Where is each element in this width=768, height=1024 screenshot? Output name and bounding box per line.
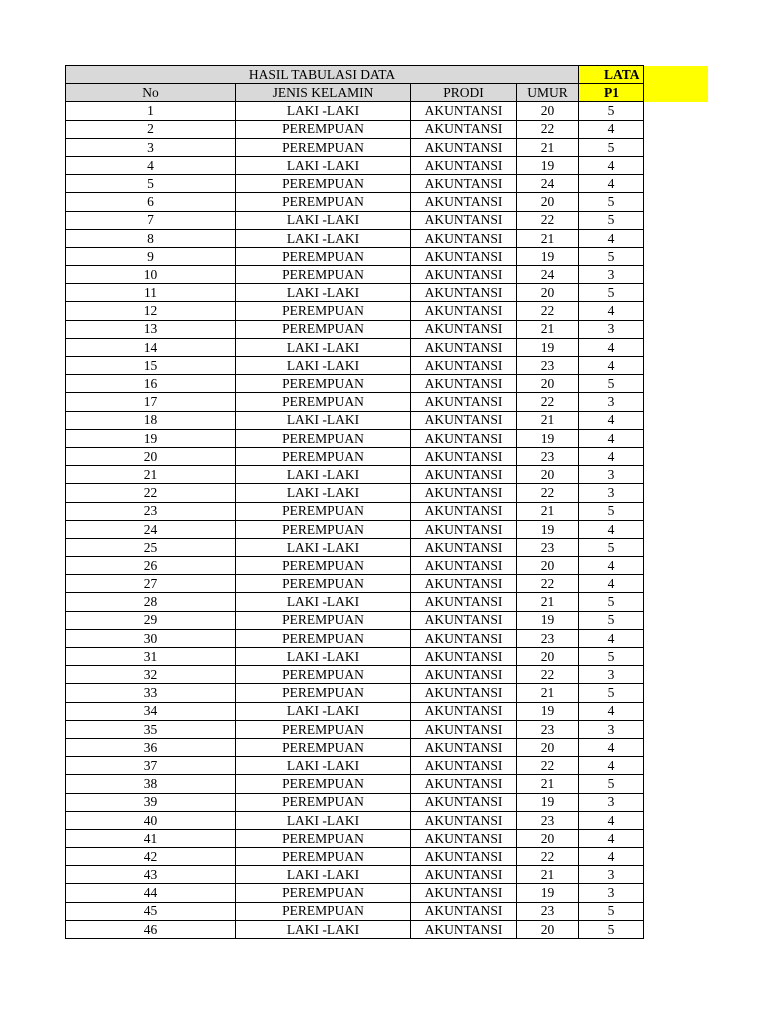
cell-jenis-kelamin: LAKI -LAKI (236, 484, 411, 502)
cell-prodi: AKUNTANSI (411, 611, 517, 629)
cell-jenis-kelamin: PEREMPUAN (236, 447, 411, 465)
cell-no: 33 (66, 684, 236, 702)
cell-prodi: AKUNTANSI (411, 757, 517, 775)
cell-p1: 3 (579, 866, 644, 884)
cell-umur: 22 (517, 484, 579, 502)
table-row (66, 193, 708, 211)
table-row (66, 357, 708, 375)
cell-jenis-kelamin: PEREMPUAN (236, 720, 411, 738)
table-row (66, 229, 708, 247)
table-row (66, 702, 708, 720)
cell-no: 29 (66, 611, 236, 629)
cell-prodi: AKUNTANSI (411, 811, 517, 829)
cell-prodi: AKUNTANSI (411, 447, 517, 465)
cell-no: 40 (66, 811, 236, 829)
section-label: LATA (579, 66, 644, 84)
table-row (66, 902, 708, 920)
cell-no: 28 (66, 593, 236, 611)
table-row (66, 520, 708, 538)
cell-p1: 3 (579, 466, 644, 484)
cell-prodi: AKUNTANSI (411, 393, 517, 411)
table-row (66, 829, 708, 847)
cell-p1: 4 (579, 302, 644, 320)
cell-umur: 20 (517, 738, 579, 756)
cell-p1: 4 (579, 702, 644, 720)
cell-no: 4 (66, 156, 236, 174)
cell-p1: 4 (579, 338, 644, 356)
title-row (66, 66, 708, 84)
cell-no: 9 (66, 247, 236, 265)
cell-prodi: AKUNTANSI (411, 738, 517, 756)
cell-umur: 21 (517, 411, 579, 429)
cell-umur: 22 (517, 211, 579, 229)
cell-jenis-kelamin: PEREMPUAN (236, 611, 411, 629)
cell-prodi: AKUNTANSI (411, 920, 517, 938)
cell-no: 17 (66, 393, 236, 411)
cell-prodi: AKUNTANSI (411, 375, 517, 393)
cell-no: 31 (66, 648, 236, 666)
cell-umur: 19 (517, 520, 579, 538)
cell-no: 35 (66, 720, 236, 738)
cell-no: 43 (66, 866, 236, 884)
cell-no: 2 (66, 120, 236, 138)
cell-umur: 22 (517, 757, 579, 775)
cell-p1: 4 (579, 520, 644, 538)
cell-no: 16 (66, 375, 236, 393)
cell-p1: 3 (579, 884, 644, 902)
table-row (66, 156, 708, 174)
cell-prodi: AKUNTANSI (411, 156, 517, 174)
cell-prodi: AKUNTANSI (411, 211, 517, 229)
cell-jenis-kelamin: PEREMPUAN (236, 684, 411, 702)
table-row (66, 629, 708, 647)
cell-no: 20 (66, 447, 236, 465)
col-header-p1: P1 (579, 84, 644, 102)
cell-jenis-kelamin: LAKI -LAKI (236, 357, 411, 375)
table-row (66, 648, 708, 666)
cell-p1: 4 (579, 557, 644, 575)
cell-no: 44 (66, 884, 236, 902)
cell-p1: 5 (579, 138, 644, 156)
cell-jenis-kelamin: PEREMPUAN (236, 829, 411, 847)
table-row (66, 793, 708, 811)
table-row (66, 575, 708, 593)
table-row (66, 920, 708, 938)
cell-jenis-kelamin: PEREMPUAN (236, 120, 411, 138)
cell-prodi: AKUNTANSI (411, 357, 517, 375)
cell-no: 45 (66, 902, 236, 920)
cell-umur: 20 (517, 920, 579, 938)
table-row (66, 120, 708, 138)
cell-umur: 22 (517, 575, 579, 593)
cell-p1: 4 (579, 429, 644, 447)
cell-prodi: AKUNTANSI (411, 411, 517, 429)
cell-umur: 19 (517, 793, 579, 811)
cell-p1: 5 (579, 102, 644, 120)
cell-prodi: AKUNTANSI (411, 538, 517, 556)
cell-jenis-kelamin: PEREMPUAN (236, 175, 411, 193)
cell-no: 39 (66, 793, 236, 811)
table-row (66, 411, 708, 429)
cell-umur: 20 (517, 102, 579, 120)
table-row (66, 211, 708, 229)
table-row (66, 720, 708, 738)
cell-p1: 4 (579, 575, 644, 593)
cell-jenis-kelamin: PEREMPUAN (236, 666, 411, 684)
cell-p1: 3 (579, 266, 644, 284)
cell-prodi: AKUNTANSI (411, 902, 517, 920)
cell-jenis-kelamin: LAKI -LAKI (236, 211, 411, 229)
cell-no: 30 (66, 629, 236, 647)
cell-p1: 5 (579, 375, 644, 393)
cell-prodi: AKUNTANSI (411, 193, 517, 211)
cell-umur: 20 (517, 193, 579, 211)
cell-jenis-kelamin: PEREMPUAN (236, 247, 411, 265)
cell-no: 27 (66, 575, 236, 593)
cell-p1: 5 (579, 284, 644, 302)
cell-jenis-kelamin: PEREMPUAN (236, 429, 411, 447)
cell-no: 37 (66, 757, 236, 775)
cell-umur: 19 (517, 338, 579, 356)
cell-no: 6 (66, 193, 236, 211)
cell-no: 7 (66, 211, 236, 229)
table-row (66, 502, 708, 520)
cell-p1: 4 (579, 848, 644, 866)
cell-p1: 4 (579, 738, 644, 756)
cell-no: 8 (66, 229, 236, 247)
cell-p1: 5 (579, 648, 644, 666)
cell-p1: 4 (579, 629, 644, 647)
table-row (66, 811, 708, 829)
cell-no: 42 (66, 848, 236, 866)
cell-no: 26 (66, 557, 236, 575)
table-row (66, 684, 708, 702)
cell-p1: 3 (579, 666, 644, 684)
cell-prodi: AKUNTANSI (411, 666, 517, 684)
cell-no: 38 (66, 775, 236, 793)
cell-prodi: AKUNTANSI (411, 229, 517, 247)
column-header-row (66, 84, 708, 102)
cell-p1: 5 (579, 902, 644, 920)
cell-umur: 24 (517, 175, 579, 193)
table-row (66, 175, 708, 193)
cell-umur: 23 (517, 902, 579, 920)
table-title: HASIL TABULASI DATA (66, 66, 579, 84)
cell-jenis-kelamin: PEREMPUAN (236, 902, 411, 920)
cell-umur: 23 (517, 357, 579, 375)
cell-p1: 5 (579, 611, 644, 629)
cell-jenis-kelamin: LAKI -LAKI (236, 757, 411, 775)
table-row (66, 138, 708, 156)
cell-p1: 4 (579, 447, 644, 465)
table-row (66, 320, 708, 338)
cell-jenis-kelamin: PEREMPUAN (236, 738, 411, 756)
cell-prodi: AKUNTANSI (411, 702, 517, 720)
cell-umur: 19 (517, 702, 579, 720)
table-row (66, 375, 708, 393)
cell-no: 5 (66, 175, 236, 193)
cell-jenis-kelamin: PEREMPUAN (236, 302, 411, 320)
cell-no: 14 (66, 338, 236, 356)
cell-p1: 3 (579, 720, 644, 738)
cell-p1: 5 (579, 211, 644, 229)
cell-umur: 21 (517, 229, 579, 247)
cell-umur: 23 (517, 447, 579, 465)
cell-umur: 20 (517, 557, 579, 575)
table-row (66, 557, 708, 575)
cell-jenis-kelamin: LAKI -LAKI (236, 538, 411, 556)
cell-prodi: AKUNTANSI (411, 848, 517, 866)
cell-prodi: AKUNTANSI (411, 266, 517, 284)
cell-prodi: AKUNTANSI (411, 648, 517, 666)
cell-jenis-kelamin: LAKI -LAKI (236, 229, 411, 247)
cell-prodi: AKUNTANSI (411, 466, 517, 484)
cell-jenis-kelamin: LAKI -LAKI (236, 702, 411, 720)
cell-prodi: AKUNTANSI (411, 775, 517, 793)
table-row (66, 338, 708, 356)
cell-prodi: AKUNTANSI (411, 575, 517, 593)
table-row (66, 884, 708, 902)
cell-no: 23 (66, 502, 236, 520)
col-header-prodi: PRODI (411, 84, 517, 102)
cell-no: 46 (66, 920, 236, 938)
cell-umur: 19 (517, 429, 579, 447)
table-row (66, 302, 708, 320)
cell-prodi: AKUNTANSI (411, 720, 517, 738)
table-row (66, 247, 708, 265)
cell-umur: 21 (517, 502, 579, 520)
cell-jenis-kelamin: PEREMPUAN (236, 375, 411, 393)
cell-prodi: AKUNTANSI (411, 502, 517, 520)
cell-umur: 23 (517, 811, 579, 829)
cell-umur: 20 (517, 648, 579, 666)
cell-prodi: AKUNTANSI (411, 429, 517, 447)
table-row (66, 738, 708, 756)
cell-prodi: AKUNTANSI (411, 102, 517, 120)
cell-umur: 22 (517, 120, 579, 138)
cell-p1: 4 (579, 229, 644, 247)
table-row (66, 484, 708, 502)
cell-jenis-kelamin: PEREMPUAN (236, 884, 411, 902)
cell-prodi: AKUNTANSI (411, 829, 517, 847)
data-table (65, 65, 708, 939)
cell-prodi: AKUNTANSI (411, 338, 517, 356)
cell-p1: 4 (579, 156, 644, 174)
table-row (66, 775, 708, 793)
cell-p1: 4 (579, 120, 644, 138)
cell-jenis-kelamin: LAKI -LAKI (236, 920, 411, 938)
cell-no: 19 (66, 429, 236, 447)
cell-no: 41 (66, 829, 236, 847)
cell-umur: 20 (517, 829, 579, 847)
cell-p1: 3 (579, 793, 644, 811)
cell-p1: 4 (579, 411, 644, 429)
cell-no: 12 (66, 302, 236, 320)
cell-p1: 4 (579, 357, 644, 375)
cell-prodi: AKUNTANSI (411, 175, 517, 193)
cell-jenis-kelamin: PEREMPUAN (236, 575, 411, 593)
table-row (66, 848, 708, 866)
cell-jenis-kelamin: LAKI -LAKI (236, 811, 411, 829)
cell-jenis-kelamin: PEREMPUAN (236, 848, 411, 866)
cell-prodi: AKUNTANSI (411, 138, 517, 156)
cell-jenis-kelamin: LAKI -LAKI (236, 156, 411, 174)
table-row (66, 466, 708, 484)
table-row (66, 447, 708, 465)
cell-no: 10 (66, 266, 236, 284)
cell-no: 15 (66, 357, 236, 375)
cell-jenis-kelamin: PEREMPUAN (236, 793, 411, 811)
cell-no: 13 (66, 320, 236, 338)
cell-umur: 21 (517, 138, 579, 156)
cell-umur: 23 (517, 720, 579, 738)
cell-umur: 21 (517, 775, 579, 793)
cell-umur: 20 (517, 375, 579, 393)
cell-no: 1 (66, 102, 236, 120)
cell-no: 21 (66, 466, 236, 484)
cell-prodi: AKUNTANSI (411, 557, 517, 575)
cell-jenis-kelamin: PEREMPUAN (236, 138, 411, 156)
cell-umur: 20 (517, 466, 579, 484)
table-row (66, 666, 708, 684)
table-row (66, 538, 708, 556)
cell-jenis-kelamin: PEREMPUAN (236, 775, 411, 793)
cell-umur: 23 (517, 629, 579, 647)
cell-p1: 4 (579, 811, 644, 829)
cell-jenis-kelamin: PEREMPUAN (236, 629, 411, 647)
table-row (66, 284, 708, 302)
cell-umur: 22 (517, 302, 579, 320)
cell-p1: 4 (579, 175, 644, 193)
cell-p1: 5 (579, 502, 644, 520)
cell-prodi: AKUNTANSI (411, 593, 517, 611)
cell-p1: 5 (579, 684, 644, 702)
cell-jenis-kelamin: PEREMPUAN (236, 502, 411, 520)
cell-jenis-kelamin: LAKI -LAKI (236, 593, 411, 611)
cell-no: 22 (66, 484, 236, 502)
table-row (66, 266, 708, 284)
col-header-umur: UMUR (517, 84, 579, 102)
cell-prodi: AKUNTANSI (411, 884, 517, 902)
table-row (66, 429, 708, 447)
cell-prodi: AKUNTANSI (411, 684, 517, 702)
cell-p1: 5 (579, 247, 644, 265)
table-row (66, 102, 708, 120)
cell-umur: 24 (517, 266, 579, 284)
cell-no: 36 (66, 738, 236, 756)
table-row (66, 757, 708, 775)
cell-prodi: AKUNTANSI (411, 793, 517, 811)
cell-p1: 5 (579, 193, 644, 211)
table-row (66, 393, 708, 411)
cell-umur: 22 (517, 393, 579, 411)
cell-umur: 23 (517, 538, 579, 556)
cell-jenis-kelamin: PEREMPUAN (236, 520, 411, 538)
col-header-no: No (66, 84, 236, 102)
cell-jenis-kelamin: PEREMPUAN (236, 266, 411, 284)
col-header-ext (644, 84, 708, 102)
cell-prodi: AKUNTANSI (411, 284, 517, 302)
cell-prodi: AKUNTANSI (411, 320, 517, 338)
cell-no: 11 (66, 284, 236, 302)
cell-umur: 21 (517, 593, 579, 611)
cell-umur: 19 (517, 611, 579, 629)
cell-jenis-kelamin: LAKI -LAKI (236, 866, 411, 884)
cell-p1: 5 (579, 593, 644, 611)
cell-umur: 20 (517, 284, 579, 302)
cell-no: 18 (66, 411, 236, 429)
cell-umur: 19 (517, 156, 579, 174)
cell-p1: 4 (579, 757, 644, 775)
table-row (66, 866, 708, 884)
cell-jenis-kelamin: PEREMPUAN (236, 193, 411, 211)
cell-umur: 21 (517, 866, 579, 884)
table-row (66, 593, 708, 611)
cell-p1: 5 (579, 775, 644, 793)
cell-no: 34 (66, 702, 236, 720)
cell-prodi: AKUNTANSI (411, 247, 517, 265)
cell-prodi: AKUNTANSI (411, 520, 517, 538)
col-header-jenis-kelamin: JENIS KELAMIN (236, 84, 411, 102)
cell-prodi: AKUNTANSI (411, 629, 517, 647)
section-label-ext (644, 66, 708, 84)
cell-p1: 3 (579, 393, 644, 411)
cell-p1: 4 (579, 829, 644, 847)
cell-prodi: AKUNTANSI (411, 484, 517, 502)
cell-jenis-kelamin: LAKI -LAKI (236, 338, 411, 356)
cell-jenis-kelamin: LAKI -LAKI (236, 411, 411, 429)
cell-umur: 21 (517, 320, 579, 338)
cell-no: 32 (66, 666, 236, 684)
table-row (66, 611, 708, 629)
cell-jenis-kelamin: PEREMPUAN (236, 393, 411, 411)
cell-jenis-kelamin: PEREMPUAN (236, 320, 411, 338)
cell-p1: 3 (579, 320, 644, 338)
cell-jenis-kelamin: LAKI -LAKI (236, 284, 411, 302)
cell-jenis-kelamin: PEREMPUAN (236, 557, 411, 575)
cell-prodi: AKUNTANSI (411, 120, 517, 138)
cell-umur: 19 (517, 884, 579, 902)
cell-jenis-kelamin: LAKI -LAKI (236, 102, 411, 120)
cell-umur: 21 (517, 684, 579, 702)
cell-umur: 22 (517, 848, 579, 866)
cell-p1: 3 (579, 484, 644, 502)
cell-prodi: AKUNTANSI (411, 866, 517, 884)
cell-p1: 5 (579, 538, 644, 556)
cell-umur: 19 (517, 247, 579, 265)
cell-no: 3 (66, 138, 236, 156)
cell-jenis-kelamin: LAKI -LAKI (236, 648, 411, 666)
cell-jenis-kelamin: LAKI -LAKI (236, 466, 411, 484)
cell-no: 24 (66, 520, 236, 538)
cell-umur: 22 (517, 666, 579, 684)
cell-prodi: AKUNTANSI (411, 302, 517, 320)
cell-p1: 5 (579, 920, 644, 938)
cell-no: 25 (66, 538, 236, 556)
